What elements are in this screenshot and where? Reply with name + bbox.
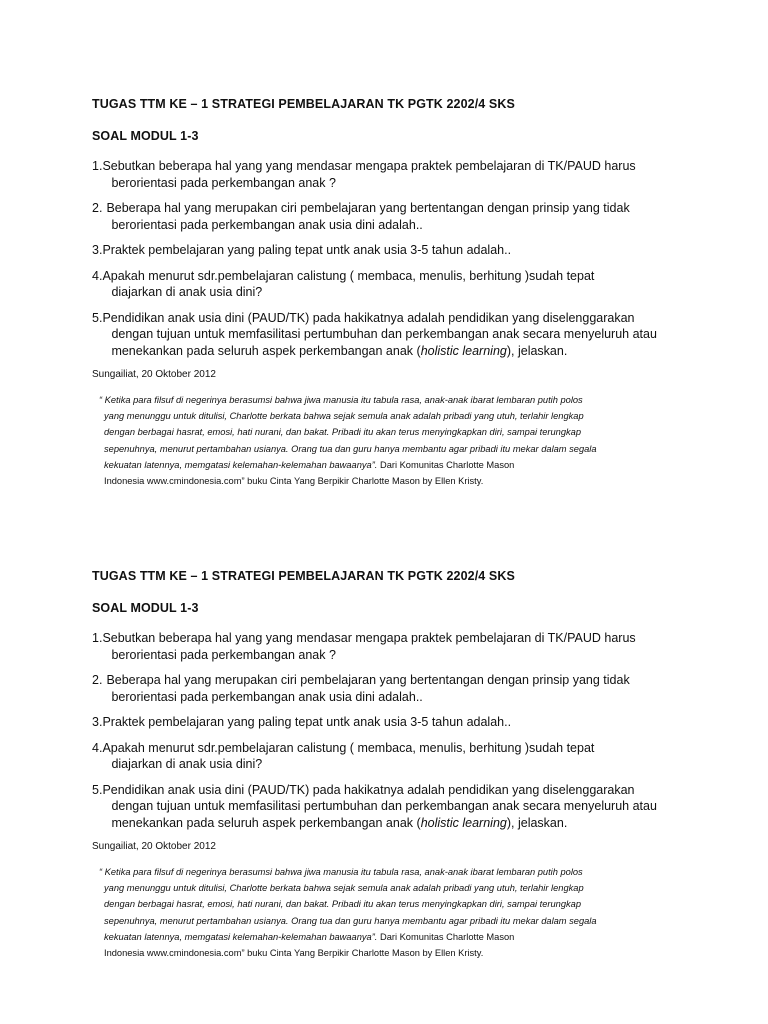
quote-line: “ Ketika para filsuf di negerinya berasumsi bahwa jiwa manusia itu tabula rasa, anak-anak ibarat lembaran putih polos: [99, 867, 583, 877]
question-text: Pendidikan anak usia dini (PAUD/TK) pada hakikatnya adalah pendidikan yang diselenggarakan: [102, 782, 635, 797]
quote-source: Indonesia www.cmindonesia.com” buku Cinta Yang Berpikir Charlotte Mason by Ellen Kristy.: [104, 476, 484, 487]
quote-line: sepenuhnya, menurut pertambahan usianya. Orang tua dan guru hanya membantu agar pribadi itu mekar dalam segala: [104, 915, 597, 926]
quote-source: Indonesia www.cmindonesia.com” buku Cinta Yang Berpikir Charlotte Mason by Ellen Kristy.: [104, 948, 484, 959]
question-list: [92, 158, 692, 359]
question-text: berorientasi pada perkembangan anak usia dini adalah..: [111, 217, 423, 232]
quote-source: Dari Komunitas Charlotte Mason: [377, 931, 515, 942]
question-text: Praktek pembelajaran yang paling tepat untk anak usia 3-5 tahun adalah..: [102, 715, 512, 729]
question-number: 4.: [92, 740, 103, 755]
question-text: Sebutkan beberapa hal yang yang mendasar mengapa praktek pembelajaran di TK/PAUD harus: [102, 159, 636, 173]
quote-line: kekuatan latennya, memgatasi kelemahan-kelemahan bawaanya”. Dari Komunitas Charlotte Mason: [104, 459, 515, 470]
question-text: menekankan pada seluruh aspek perkembangan anak (holistic learning), jelaskan.: [111, 815, 568, 830]
question-5: [92, 782, 692, 832]
question-3: [92, 242, 692, 259]
question-3: [92, 714, 692, 731]
question-5: [92, 310, 692, 360]
question-list: [92, 630, 692, 831]
question-number: 3.: [92, 715, 103, 729]
question-number: 3.: [92, 243, 103, 257]
quote-line: yang menunggu untuk ditulisi, Charlotte berkata bahwa sejak semula anak adalah pribadi yang utuh, terlahir lengkap: [104, 411, 584, 422]
question-text: Sebutkan beberapa hal yang yang mendasar mengapa praktek pembelajaran di TK/PAUD harus: [102, 631, 636, 645]
question-text: Beberapa hal yang merupakan ciri pembelajaran yang bertentangan dengan prinsip yang tidak: [106, 201, 630, 215]
quote-line: dengan berbagai hasrat, emosi, hati nurani, dan bakat. Pribadi itu akan terus menyingkapkan diri, sampai terungkap: [104, 899, 582, 910]
question-4: [92, 268, 692, 301]
question-text: berorientasi pada perkembangan anak ?: [111, 175, 336, 190]
question-number: 4.: [92, 268, 103, 283]
question-text: Beberapa hal yang merupakan ciri pembelajaran yang bertentangan dengan prinsip yang tidak: [106, 673, 630, 687]
assignment-title: TUGAS TTM KE – 1 STRATEGI PEMBELAJARAN TK PGTK 2202/4 SKS: [92, 569, 515, 583]
question-text: berorientasi pada perkembangan anak usia dini adalah..: [111, 689, 423, 704]
assignment-title: TUGAS TTM KE – 1 STRATEGI PEMBELAJARAN TK PGTK 2202/4 SKS: [92, 97, 515, 111]
question-number: 2.: [92, 673, 103, 687]
question-text: Pendidikan anak usia dini (PAUD/TK) pada hakikatnya adalah pendidikan yang diselenggarakan: [102, 310, 635, 325]
question-text: Praktek pembelajaran yang paling tepat untk anak usia 3-5 tahun adalah..: [102, 243, 512, 257]
quote-source: Dari Komunitas Charlotte Mason: [377, 459, 515, 470]
question-text: Apakah menurut sdr.pembelajaran calistung ( membaca, menulis, berhitung )sudah tepat: [102, 268, 595, 283]
question-text: diajarkan di anak usia dini?: [111, 757, 263, 771]
module-subtitle: SOAL MODUL 1-3: [92, 601, 199, 615]
question-1: [92, 158, 692, 191]
question-4: [92, 740, 692, 773]
place-date: Sungailiat, 20 Oktober 2012: [92, 369, 216, 380]
quote-line: kekuatan latennya, memgatasi kelemahan-kelemahan bawaanya”. Dari Komunitas Charlotte Mason: [104, 931, 515, 942]
module-subtitle: SOAL MODUL 1-3: [92, 129, 199, 143]
quote-line: sepenuhnya, menurut pertambahan usianya. Orang tua dan guru hanya membantu agar pribadi itu mekar dalam segala: [104, 443, 597, 454]
question-text: dengan tujuan untuk memfasilitasi pertumbuhan dan perkembangan anak secara menyeluruh atau: [111, 327, 657, 341]
quote-block: [92, 864, 692, 961]
question-text: menekankan pada seluruh aspek perkembangan anak (holistic learning), jelaskan.: [111, 343, 568, 358]
question-text: dengan tujuan untuk memfasilitasi pertumbuhan dan perkembangan anak secara menyeluruh atau: [111, 799, 657, 813]
place-date: Sungailiat, 20 Oktober 2012: [92, 841, 216, 852]
question-number: 5.: [92, 782, 103, 797]
question-number: 2.: [92, 201, 103, 215]
question-2: [92, 200, 692, 233]
quote-line: yang menunggu untuk ditulisi, Charlotte berkata bahwa sejak semula anak adalah pribadi yang utuh, terlahir lengkap: [104, 883, 584, 894]
question-number: 1.: [92, 631, 103, 645]
assignment-block-2: [92, 568, 692, 961]
question-number: 1.: [92, 159, 103, 173]
question-text: berorientasi pada perkembangan anak ?: [111, 647, 336, 662]
question-text: diajarkan di anak usia dini?: [111, 285, 263, 299]
question-1: [92, 630, 692, 663]
question-2: [92, 672, 692, 705]
question-number: 5.: [92, 310, 103, 325]
question-text: Apakah menurut sdr.pembelajaran calistung ( membaca, menulis, berhitung )sudah tepat: [102, 740, 595, 755]
emphasis-term: holistic learning: [420, 343, 507, 358]
emphasis-term: holistic learning: [420, 815, 507, 830]
quote-line: dengan berbagai hasrat, emosi, hati nurani, dan bakat. Pribadi itu akan terus menyingkapkan diri, sampai terungkap: [104, 427, 582, 438]
quote-line: “ Ketika para filsuf di negerinya berasumsi bahwa jiwa manusia itu tabula rasa, anak-anak ibarat lembaran putih polos: [99, 395, 583, 405]
quote-block: [92, 392, 692, 489]
assignment-block-1: [92, 96, 692, 489]
